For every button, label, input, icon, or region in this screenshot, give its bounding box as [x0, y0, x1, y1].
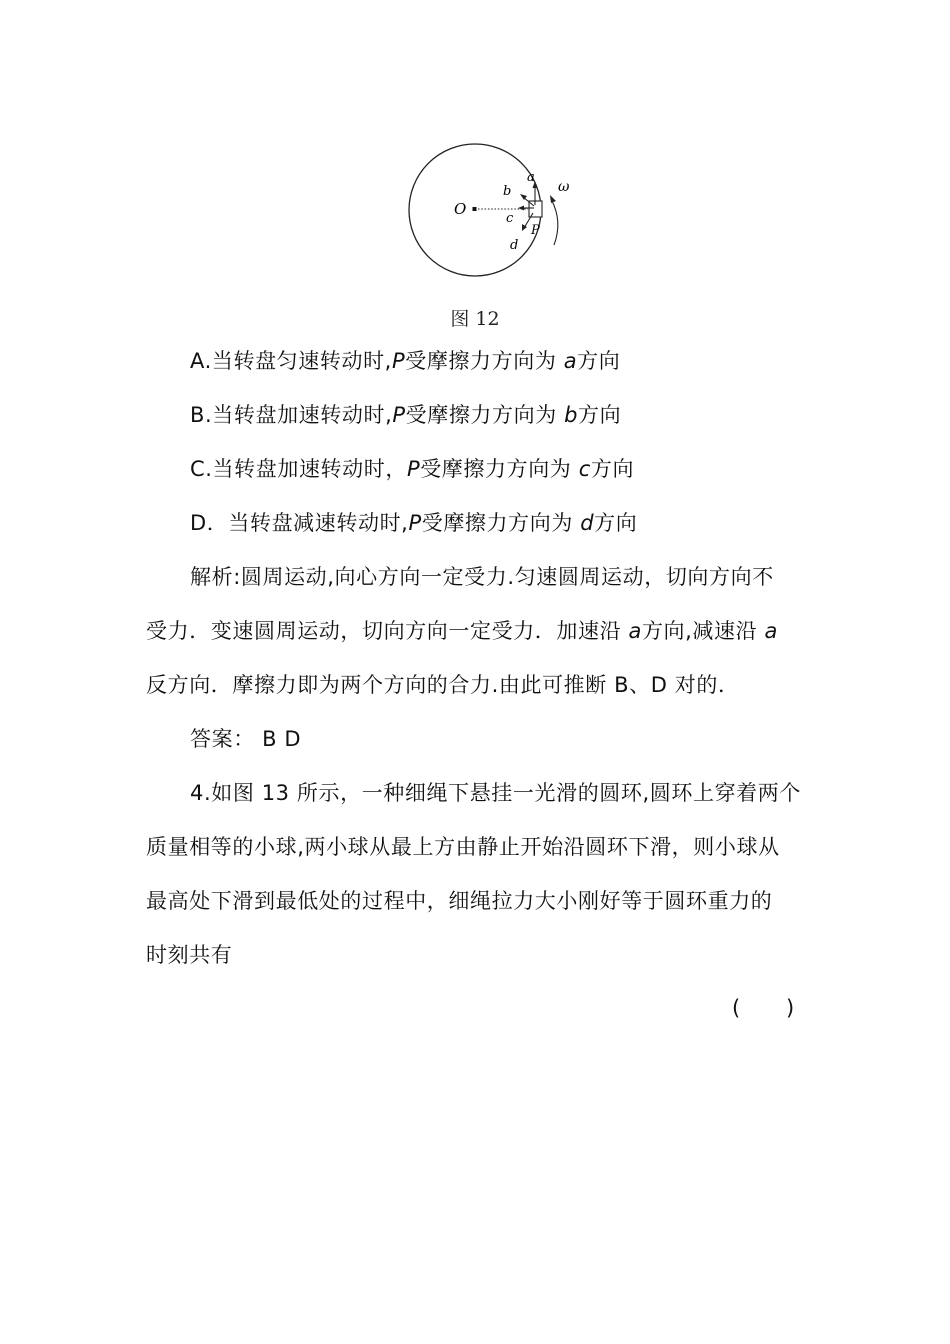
- label-O: O: [454, 200, 467, 218]
- question4-line-3: 最高处下滑到最低处的过程中，细绳拉力大小刚好等于圆环重力的: [146, 889, 773, 913]
- label-c: c: [506, 211, 514, 226]
- answer-bracket-open: (: [732, 996, 741, 1020]
- turntable-diagram: [400, 133, 590, 293]
- arrow-c-head: [518, 206, 524, 211]
- option-b: B.当转盘加速转动时,P受摩擦力方向为 b方向: [190, 403, 622, 427]
- answer-bracket-close: ): [786, 996, 795, 1020]
- turntable-figure: [400, 133, 590, 293]
- question4-line-1: 4.如图 13 所示，一种细绳下悬挂一光滑的圆环,圆环上穿着两个: [190, 781, 801, 805]
- analysis-line-3: 反方向．摩擦力即为两个方向的合力.由此可推断 B、D 对的．: [146, 673, 740, 697]
- option-d: D．当转盘减速转动时,P受摩擦力方向为 d方向: [190, 511, 638, 535]
- label-b: b: [503, 184, 512, 199]
- figure-caption: 图 12: [450, 308, 500, 330]
- rotation-arrow-head: [550, 195, 556, 203]
- answer-line: 答案： B D: [190, 727, 302, 751]
- center-point: [473, 207, 477, 211]
- label-d: d: [510, 238, 519, 253]
- question4-line-2: 质量相等的小球,两小球从最上方由静止开始沿圆环下滑，则小球从: [146, 835, 780, 859]
- rotation-arc: [551, 199, 558, 245]
- option-c: C.当转盘加速转动时，P受摩擦力方向为 c方向: [190, 457, 635, 481]
- label-a: a: [527, 170, 535, 185]
- label-p: P: [531, 223, 540, 238]
- analysis-line-1: 解析:圆周运动,向心方向一定受力.匀速圆周运动，切向方向不: [190, 565, 774, 589]
- label-omega: ω: [558, 179, 570, 195]
- analysis-line-2: 受力．变速圆周运动，切向方向一定受力．加速沿 a方向,减速沿 a: [146, 619, 778, 643]
- question4-line-4: 时刻共有: [146, 943, 233, 967]
- option-a: A.当转盘匀速转动时,P受摩擦力方向为 a方向: [190, 349, 621, 373]
